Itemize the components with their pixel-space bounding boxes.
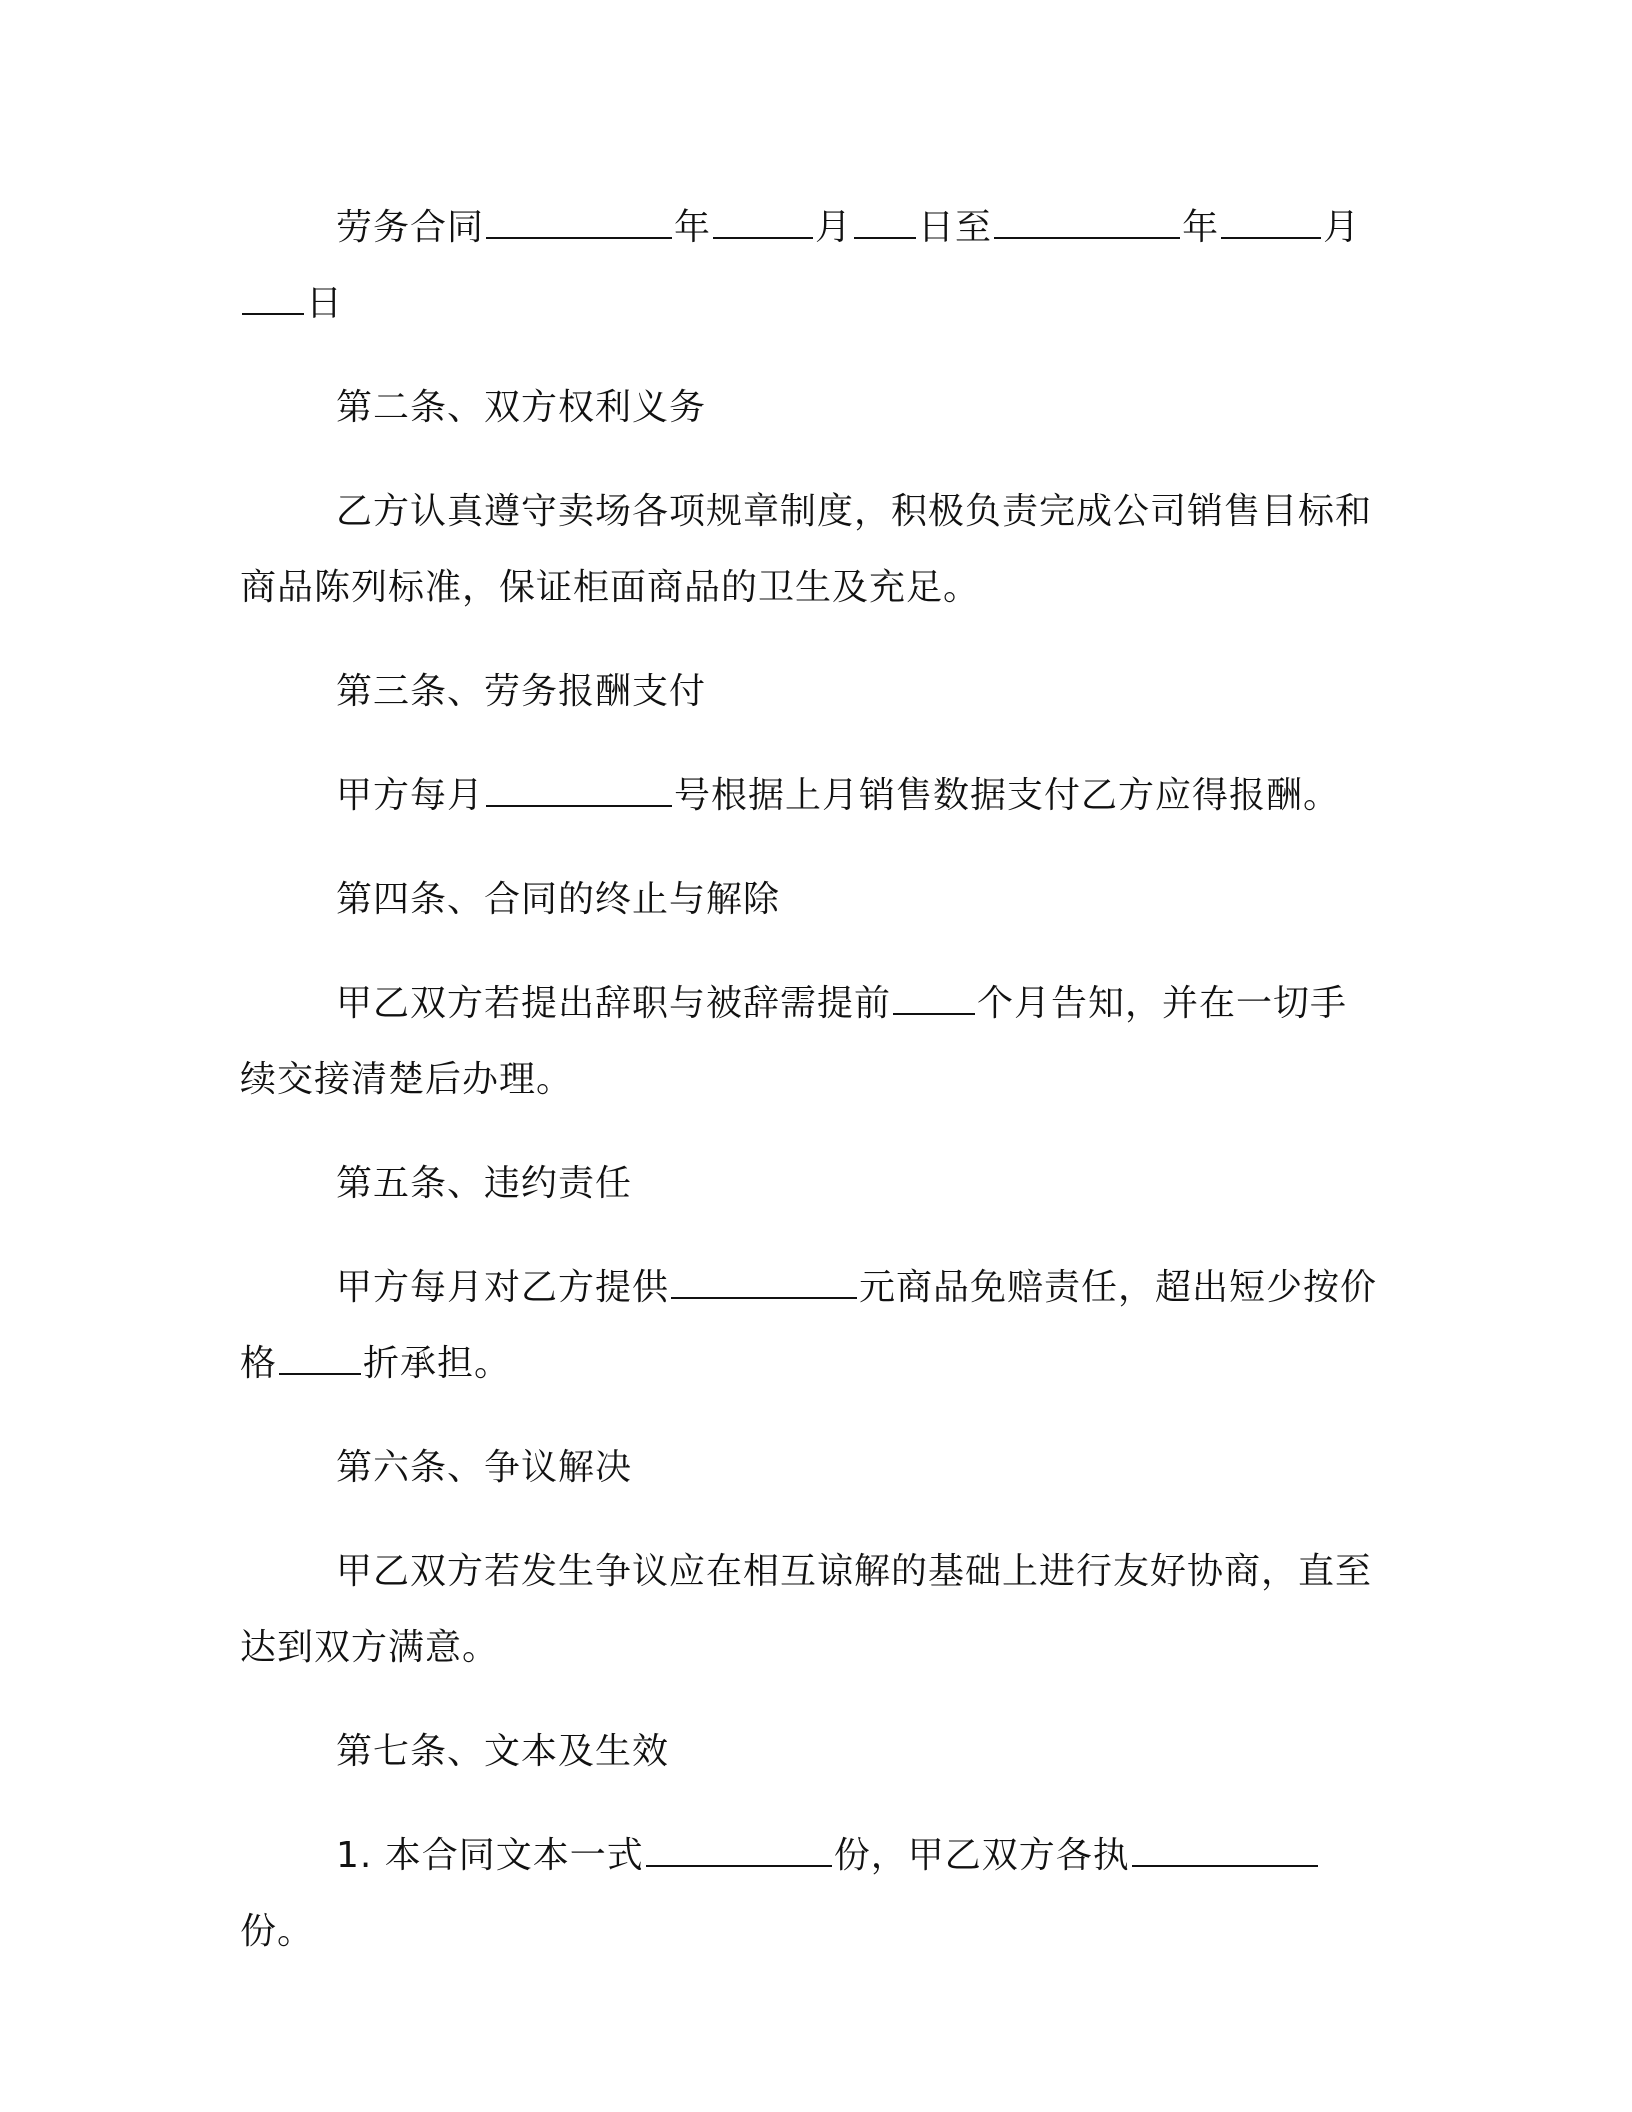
day-label: 日 (306, 283, 344, 324)
blank-each-copies (1132, 1823, 1318, 1867)
blank-total-copies (646, 1823, 832, 1867)
article-6-paragraph: 甲乙双方若发生争议应在相互谅解的基础上进行友好协商，直至达到双方满意。 (240, 1551, 1373, 1668)
copies-text: 1. 本合同文本一式 (336, 1835, 644, 1876)
blank-end-year (994, 195, 1180, 239)
article-5-paragraph (240, 1250, 1380, 1402)
article-2-paragraph: 乙方认真遵守卖场各项规章制度，积极负责完成公司销售目标和商品陈列标准，保证柜面商品的卫生及充足。 (240, 491, 1373, 608)
liability-text: 折承担。 (363, 1343, 512, 1384)
blank-start-month (713, 195, 813, 239)
article-3-paragraph (240, 758, 1380, 834)
contract-term-text: 劳务合同 (336, 207, 485, 248)
blank-start-year (486, 195, 672, 239)
blank-start-day (854, 195, 916, 239)
article-4-paragraph (240, 966, 1380, 1118)
blank-liability-amount (671, 1255, 857, 1299)
article-3-heading: 第三条、劳务报酬支付 (336, 671, 707, 712)
article-5-heading: 第五条、违约责任 (336, 1163, 633, 1204)
payment-text: 号根据上月销售数据支付乙方应得报酬。 (674, 775, 1341, 816)
contract-term-paragraph (240, 190, 1380, 342)
blank-end-month (1221, 195, 1321, 239)
termination-text: 甲乙双方若提出辞职与被辞需提前 (336, 983, 892, 1024)
blank-end-day (242, 271, 304, 315)
year-label: 年 (674, 207, 712, 248)
day-to-label: 日至 (918, 207, 993, 248)
liability-text: 元商品免赔责任，超出短少按价格 (240, 1267, 1378, 1384)
article-7-paragraph (240, 1818, 1380, 1970)
termination-text: 个月告知，并在一切手续交接清楚后办理。 (240, 983, 1348, 1100)
article-2-heading: 第二条、双方权利义务 (336, 387, 707, 428)
copies-text: 份，甲乙双方各执 (833, 1835, 1130, 1876)
blank-discount (279, 1331, 361, 1375)
blank-payment-day (486, 763, 672, 807)
month-label: 月 (815, 207, 853, 248)
liability-text: 甲方每月对乙方提供 (336, 1267, 670, 1308)
article-4-heading: 第四条、合同的终止与解除 (336, 879, 781, 920)
blank-notice-months (893, 971, 975, 1015)
article-6-heading: 第六条、争议解决 (336, 1447, 633, 1488)
document-body (240, 190, 1380, 1998)
payment-text: 甲方每月 (336, 775, 485, 816)
article-7-heading: 第七条、文本及生效 (336, 1731, 670, 1772)
copies-text: 份。 (240, 1911, 315, 1952)
month-label: 月 (1323, 207, 1361, 248)
year-label: 年 (1182, 207, 1220, 248)
